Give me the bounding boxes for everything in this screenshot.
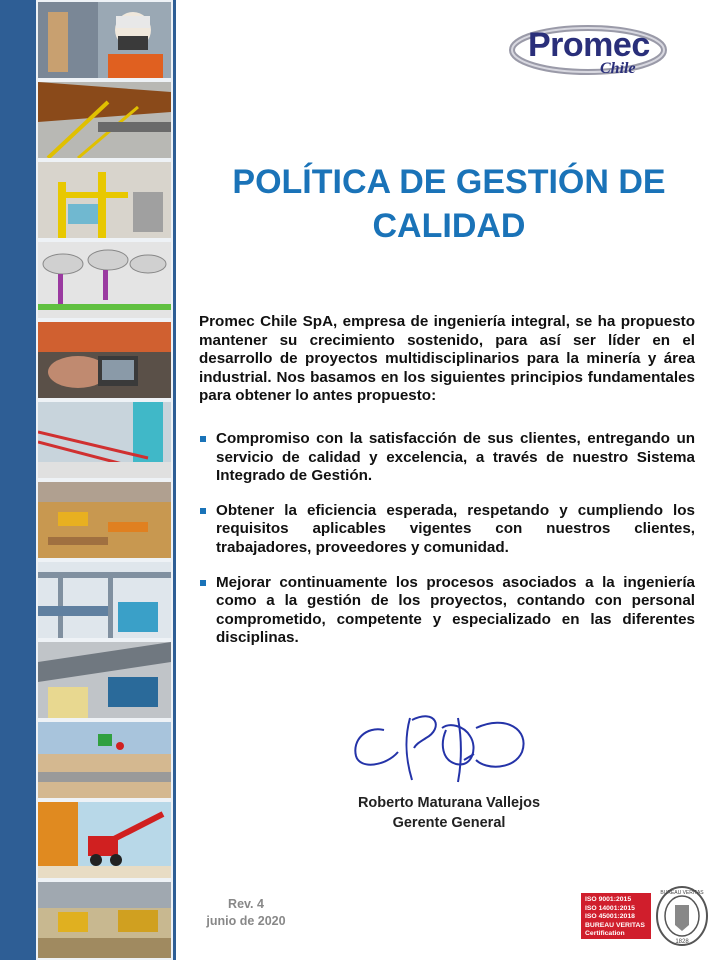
seal-year: 1828 bbox=[675, 939, 689, 945]
certification-badge bbox=[581, 885, 709, 947]
photo-telehandler bbox=[38, 802, 171, 878]
logo-sub: Chile bbox=[600, 60, 636, 77]
principle-text: Obtener la eficiencia esperada, respetando y cumpliendo los requisitos aplicables vigentes con nuestros clientes, trabajadores, proveedores y comunidad. bbox=[216, 501, 695, 556]
policy-document bbox=[178, 0, 720, 960]
page-title bbox=[178, 160, 720, 248]
photo-worker-helmet bbox=[38, 2, 171, 78]
revision-info bbox=[196, 896, 296, 930]
photo-site-aerial bbox=[38, 482, 171, 558]
signer-role: Gerente General bbox=[392, 815, 506, 831]
photo-road-site bbox=[38, 722, 171, 798]
principle-text: Compromiso con la satisfacción de sus clientes, entregando un servicio de calidad y excelencia, a través de nuestro Sistema Integrado de Gestión. bbox=[216, 430, 695, 485]
photo-strip bbox=[36, 0, 173, 960]
left-color-band bbox=[0, 0, 36, 960]
photo-warehouse bbox=[38, 562, 171, 638]
signer-block bbox=[178, 793, 720, 833]
principle-item bbox=[199, 574, 695, 648]
logo-brand: Promec bbox=[528, 26, 650, 64]
photo-equipment bbox=[38, 882, 171, 958]
photo-3d-piping bbox=[38, 402, 171, 478]
cert-line-certification: Certification bbox=[585, 930, 625, 938]
promec-logo bbox=[508, 20, 668, 80]
photo-conveyor bbox=[38, 642, 171, 718]
bullet-square-icon bbox=[200, 580, 206, 586]
revision-date: junio de 2020 bbox=[206, 914, 286, 928]
bureau-veritas-seal-icon bbox=[655, 885, 709, 947]
photo-hands-device bbox=[38, 322, 171, 398]
principle-item bbox=[199, 430, 695, 486]
title-line-1: POLÍTICA DE GESTIÓN DE bbox=[232, 163, 666, 201]
cert-line-iso14001: ISO 14001:2015 bbox=[585, 904, 635, 912]
cert-line-iso9001: ISO 9001:2015 bbox=[585, 896, 632, 903]
cert-line-bv: BUREAU VERITAS bbox=[585, 921, 645, 929]
intro-paragraph: Promec Chile SpA, empresa de ingeniería integral, se ha propuesto mantener su crecimiento sostenido, para así ser líder en el desarrollo de proyectos multidisciplinarios para la minería y área industrial. Nos basamos en los siguientes principios fundamentales para obtener lo antes propuesto: bbox=[199, 313, 695, 405]
principles-list bbox=[199, 430, 695, 664]
principle-text: Mejorar continuamente los procesos asociados a la ingeniería como a la gestión de los proyectos, contando con personal comprometido, competente y especializado en las diferentes disciplinas. bbox=[216, 573, 695, 647]
principle-item bbox=[199, 502, 695, 558]
cert-line-iso45001: ISO 45001:2018 bbox=[585, 913, 635, 921]
signature bbox=[346, 700, 536, 800]
seal-top-text: BUREAU VERITAS bbox=[660, 890, 704, 896]
signer-name: Roberto Maturana Vallejos bbox=[357, 795, 541, 811]
certification-standards bbox=[581, 893, 651, 939]
revision-number: Rev. 4 bbox=[228, 897, 264, 911]
photo-cyclones bbox=[38, 242, 171, 318]
title-line-2: CALIDAD bbox=[372, 207, 526, 245]
bullet-square-icon bbox=[200, 508, 206, 514]
divider-line bbox=[173, 0, 176, 960]
photo-steel-structure bbox=[38, 82, 171, 158]
photo-yellow-plant bbox=[38, 162, 171, 238]
bullet-square-icon bbox=[200, 436, 206, 442]
